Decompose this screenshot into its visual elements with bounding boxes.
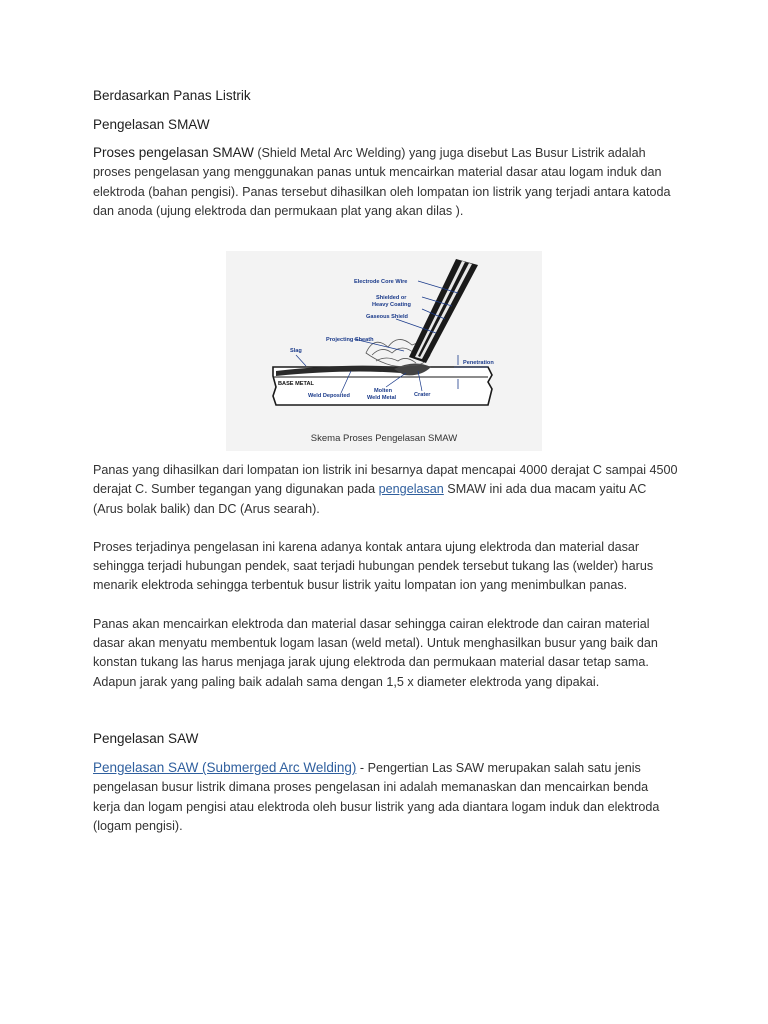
heading-pengelasan-saw: Pengelasan SAW [93, 730, 199, 746]
label-projecting-sheath: Projecting Sheath [326, 337, 374, 343]
paragraph-proses: Proses terjadinya pengelasan ini karena adanya kontak antara ujung elektroda dan material dasar sehingga terjadi hubungan pendek, saat terjadi hubungan pendek tersebut tukang las (welder) harus menarik elektroda sehingga terbentuk busur listrik yaitu lompatan ion yang menimbulkan panas. [93, 539, 654, 593]
paragraph-panas [93, 461, 678, 519]
heading-pengelasan-smaw: Pengelasan SMAW [93, 117, 210, 132]
paragraph-saw-rest: - Pengertian Las SAW merupakan salah satu jenis pengelasan busur listrik dimana proses pengelasan ini adalah memanaskan dan mencairkan benda kerja dan logam pengisi atau elektroda oleh busur listrik yang ada diantara logam induk dan elektroda (logam pengisi). [93, 760, 660, 833]
document-lower-section [93, 461, 683, 836]
paragraph-saw [93, 758, 673, 836]
label-weld-deposited: Weld Deposited [308, 393, 350, 399]
smaw-lead-text: Proses pengelasan SMAW [93, 145, 254, 160]
label-gaseous-shield: Gaseous Shield [366, 314, 408, 320]
paragraph-panas-after: SMAW ini ada dua macam yaitu AC (Arus bolak balik) dan DC (Arus searah). [93, 482, 647, 516]
label-crater: Crater [414, 392, 431, 398]
label-base-metal: BASE METAL [278, 381, 314, 387]
label-shielded-1: Shielded or [376, 295, 407, 301]
label-shielded-2: Heavy Coating [372, 302, 411, 308]
smaw-intro-body: adalah proses pengelasan yang menggunakan panas untuk mencairkan material dasar atau logam induk dan elektroda (bahan pengisi). Panas tersebut dihasilkan oleh lompatan ion listrik yang terjadi antara katoda dan anoda (ujung elektroda dan permukaan plat yang akan dilas ). [93, 146, 671, 218]
label-electrode-core-wire: Electrode Core Wire [354, 279, 408, 285]
document-page [93, 86, 683, 221]
paragraph-panas-mencairkan: Panas akan mencairkan elektroda dan material dasar sehingga cairan elektrode dan cairan material dasar akan menyatu membentuk logam lasan (weld metal). Untuk menghasilkan busur yang baik dan konstan tukang las harus menjaga jarak ujung elektroda dan permukaan material dasar tetap sama. Adapun jarak yang paling baik adalah sama dengan 1,5 x diameter elektroda yang dipakai. [93, 616, 658, 689]
label-penetration: Penetration [463, 360, 494, 366]
smaw-diagram-illustration [226, 251, 542, 451]
heading-berdasarkan-panas-listrik: Berdasarkan Panas Listrik [93, 88, 251, 103]
paragraph-panas-before: Panas yang dihasilkan dari lompatan ion listrik ini besarnya dapat mencapai 4000 derajat C sampai 4500 derajat C. Sumber tegangan yang digunakan pada [93, 463, 678, 497]
figure-caption: Skema Proses Pengelasan SMAW [310, 433, 458, 444]
label-molten-2: Weld Metal [367, 395, 397, 401]
link-pengelasan[interactable]: pengelasan [378, 482, 444, 497]
smaw-intro-line1: (Shield Metal Arc Welding) yang juga disebut Las Busur Listrik [253, 146, 605, 160]
label-slag: Slag [290, 348, 302, 354]
smaw-intro-paragraph [93, 143, 673, 221]
link-pengelasan-saw[interactable]: Pengelasan SAW (Submerged Arc Welding) [93, 759, 357, 775]
label-molten-1: Molten [374, 388, 393, 394]
smaw-diagram-figure [226, 251, 542, 451]
